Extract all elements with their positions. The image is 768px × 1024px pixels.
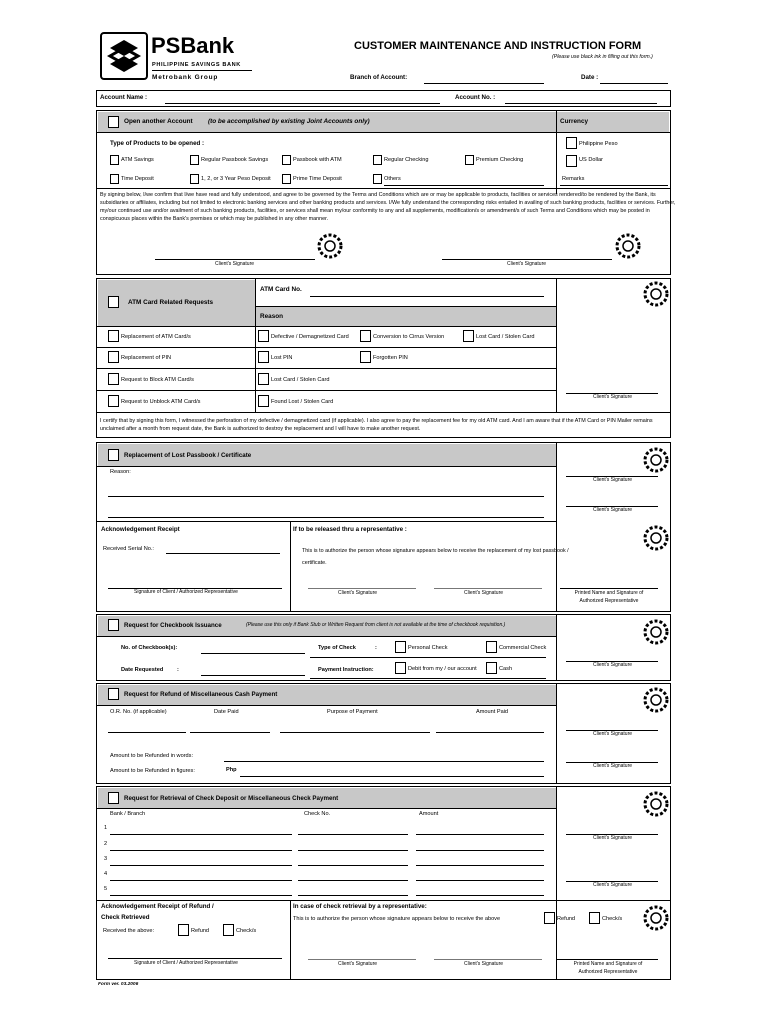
prime-time-deposit-checkbox[interactable] — [282, 174, 291, 184]
agreement-text: By signing below, I/we confirm that I/we have read and fully understood, and agree to be governed by the Terms and Conditions which are or may be applicable to products, facilities or services rendered/to be rendered by the Bank, its subsidiaries or affiliates, including but not limited to electronic banking services and other banking products and services. I/We fully understand the corresponding risks entailed in availing of such banking products, facilities or services. Further, my/our continued use and/or availment of such banking products, facilities, or services shall mean my/our conformity to any and all supplements, modification/s or amendment/s of such Terms and Conditions which may be posted in conspicuous places within the Bank's premises or which may be published in any other manner. — [100, 192, 676, 222]
reason-option: Lost Card / Stolen Card — [476, 334, 535, 340]
unblock-atm-checkbox[interactable] — [108, 395, 119, 407]
year-peso-deposit-checkbox[interactable] — [190, 174, 199, 184]
forgotten-pin-checkbox[interactable] — [360, 351, 371, 363]
ack-title: Acknowledgement Receipt of Refund / — [101, 903, 214, 910]
signature-caption: Client's Signature — [338, 961, 378, 967]
check-type-option: Personal Check — [408, 645, 448, 651]
account-no-label: Account No. : — [455, 94, 496, 101]
open-account-note: (to be accomplished by existing Joint Accounts only) — [208, 118, 370, 125]
bank-field[interactable] — [110, 850, 292, 851]
time-deposit-checkbox[interactable] — [110, 174, 119, 184]
block-atm-checkbox[interactable] — [108, 373, 119, 385]
checkbook-title: Request for Checkbook Issuance — [124, 622, 222, 629]
product-label: Premium Checking — [476, 157, 524, 163]
check-no-field[interactable] — [298, 850, 408, 851]
rep-title: If to be released thru a representative : — [293, 526, 407, 533]
signature-verified-stamp-icon — [642, 446, 670, 474]
signature-caption: Client's Signature — [507, 261, 547, 267]
reason-line[interactable] — [108, 496, 544, 497]
signature-line[interactable] — [155, 259, 315, 260]
remarks-label: Remarks — [562, 176, 585, 182]
signature-caption: Signature of Client / Authorized Representative — [134, 589, 238, 595]
amount-paid-label: Amount Paid — [476, 709, 509, 715]
row-number: 4 — [104, 871, 108, 877]
others-field[interactable] — [384, 185, 544, 186]
signature-verified-stamp-icon — [642, 790, 670, 818]
refund-words-label: Amount to be Refunded in words: — [110, 753, 194, 759]
purpose-field[interactable] — [280, 732, 430, 733]
signature-line[interactable] — [434, 959, 542, 960]
printed-name-caption: Printed Name and Signature of Authorized Representative — [573, 961, 643, 975]
row-number: 2 — [104, 841, 108, 847]
received-serial-field[interactable] — [166, 553, 280, 554]
refund-title: Request for Refund of Miscellaneous Cash Payment — [124, 691, 278, 698]
personal-check-checkbox[interactable] — [395, 641, 406, 653]
logo — [100, 32, 148, 80]
philippine-peso-checkbox[interactable] — [566, 137, 577, 149]
refund-figures-label: Amount to be Refunded in figures: — [110, 768, 195, 774]
rep-option: Check/s — [602, 916, 623, 922]
product-label: Regular Passbook Savings — [201, 157, 269, 163]
product-label: Others — [384, 176, 401, 182]
currency-option: Philippine Peso — [579, 141, 618, 147]
currency-label: Currency — [560, 118, 589, 125]
amount-paid-field[interactable] — [436, 732, 544, 733]
atm-request-label: Replacement of PIN — [121, 355, 172, 361]
signature-caption: Client's Signature — [464, 590, 504, 596]
php-label: Php — [226, 767, 237, 773]
check-no-field[interactable] — [298, 895, 408, 896]
branch-field[interactable] — [424, 83, 544, 84]
retrieval-checkbox[interactable] — [108, 792, 119, 804]
signature-verified-stamp-icon — [642, 280, 670, 308]
open-account-title: Open another Account — [124, 118, 193, 125]
rep-option: Refund — [557, 916, 576, 922]
bank-field[interactable] — [110, 834, 292, 835]
date-paid-label: Date Paid — [214, 709, 239, 715]
product-label: ATM Savings — [121, 157, 154, 163]
signature-verified-stamp-icon — [614, 232, 642, 260]
signature-verified-stamp-icon — [642, 524, 670, 552]
atm-requests-checkbox[interactable] — [108, 296, 119, 308]
group-name: Metrobank Group — [152, 74, 219, 81]
signature-verified-stamp-icon — [316, 232, 344, 260]
bank-field[interactable] — [110, 880, 292, 881]
or-no-field[interactable] — [108, 732, 186, 733]
purpose-label: Purpose of Payment — [327, 709, 378, 715]
date-requested-field[interactable] — [201, 675, 305, 676]
atm-card-no-label: ATM Card No. — [260, 286, 302, 293]
signature-caption: Client's Signature — [593, 394, 633, 400]
atm-savings-checkbox[interactable] — [110, 155, 119, 165]
replace-pin-checkbox[interactable] — [108, 351, 119, 363]
form-title: CUSTOMER MAINTENANCE AND INSTRUCTION FORM — [354, 40, 642, 52]
lost-stolen-card-checkbox[interactable] — [463, 330, 474, 342]
retrieval-title: Request for Retrieval of Check Deposit or Miscellaneous Check Payment — [124, 795, 339, 802]
type-check-label: Type of Check — [318, 645, 356, 651]
passbook-atm-checkbox[interactable] — [282, 155, 291, 165]
ack-title: Check Retrieved — [101, 914, 150, 921]
signature-line[interactable] — [434, 588, 542, 589]
us-dollar-checkbox[interactable] — [566, 155, 577, 167]
check-no-field[interactable] — [298, 865, 408, 866]
signature-verified-stamp-icon — [642, 618, 670, 646]
signature-line[interactable] — [108, 958, 282, 959]
printed-name-caption: Printed Name and Signature of Authorized Representative — [574, 590, 644, 604]
commercial-check-checkbox[interactable] — [486, 641, 497, 653]
reason-option: Conversion to Cirrus Version — [373, 334, 445, 340]
amount-field[interactable] — [416, 865, 544, 866]
signature-caption: Client's Signature — [593, 835, 633, 841]
branch-label: Branch of Account: — [350, 74, 408, 81]
check-no-field[interactable] — [298, 834, 408, 835]
reason-label: Reason — [260, 313, 284, 320]
refund-received-checkbox[interactable] — [178, 924, 189, 936]
date-field[interactable] — [600, 83, 668, 84]
check-type-option: Commercial Check — [499, 645, 547, 651]
signature-caption: Client's Signature — [593, 662, 633, 668]
date-requested-colon: : — [177, 667, 179, 673]
payment-option: Cash — [499, 666, 513, 672]
reason-option: Defective / Demagnetized Card — [271, 334, 349, 340]
defective-card-checkbox[interactable] — [258, 330, 269, 342]
refund-checkbox[interactable] — [108, 688, 119, 700]
received-option: Check/s — [236, 928, 257, 934]
received-above-label: Received the above: — [103, 928, 154, 934]
retrieval-section — [96, 786, 671, 980]
rep-text: This is to authorize the person whose signature appears below to receive the replacement of my lost passbook / certificate. — [302, 548, 569, 566]
signature-verified-stamp-icon — [642, 686, 670, 714]
rep-refund-checkbox[interactable] — [544, 912, 555, 924]
atm-card-no-field[interactable] — [310, 296, 544, 297]
psbank-logo-icon — [102, 34, 146, 78]
product-label: Time Deposit — [121, 176, 154, 182]
atm-request-label: Replacement of ATM Card/s — [121, 334, 191, 340]
form-version: Form ver. 03.2006 — [98, 982, 139, 987]
rep-checks-checkbox[interactable] — [589, 912, 600, 924]
cash-checkbox[interactable] — [486, 662, 497, 674]
others-checkbox[interactable] — [373, 174, 382, 184]
signature-caption: Client's Signature — [338, 590, 378, 596]
signature-caption: Client's Signature — [593, 507, 633, 513]
product-label: Regular Checking — [384, 157, 429, 163]
reason-option: Lost PIN — [271, 355, 293, 361]
atm-request-label: Request to Unblock ATM Card/s — [121, 399, 201, 405]
rep-text: This is to authorize the person whose signature appears below to receive the above — [293, 916, 501, 922]
amount-label: Amount — [419, 811, 439, 817]
reason-label: Reason: — [110, 469, 131, 475]
received-serial-label: Received Serial No.: — [103, 546, 154, 552]
amount-field[interactable] — [416, 880, 544, 881]
refund-words-field[interactable] — [224, 761, 544, 762]
type-check-colon: : — [375, 645, 377, 651]
signature-caption: Client's Signature — [593, 763, 633, 769]
received-option: Refund — [191, 928, 210, 934]
found-lost-card-checkbox[interactable] — [258, 395, 269, 407]
checkbook-note: (Please use this only if Bank Stub or Written Request from client is not available at the time of checkbook requisition.) — [246, 622, 506, 628]
check-no-label: Check No. — [304, 811, 331, 817]
product-label: Prime Time Deposit — [293, 176, 342, 182]
no-checkbooks-label: No. of Checkbook(s): — [121, 645, 178, 651]
reason-option: Lost Card / Stolen Card — [271, 377, 330, 383]
amount-field[interactable] — [416, 895, 544, 896]
replace-atm-card-checkbox[interactable] — [108, 330, 119, 342]
bank-field[interactable] — [110, 865, 292, 866]
passbook-title: Replacement of Lost Passbook / Certificate — [124, 452, 252, 459]
atm-request-label: Request to Block ATM Card/s — [121, 377, 194, 383]
rep-title: In case of check retrieval by a representative: — [293, 903, 427, 910]
date-paid-field[interactable] — [190, 732, 270, 733]
signature-caption: Client's Signature — [593, 477, 633, 483]
date-label: Date : — [581, 74, 599, 81]
row-number: 5 — [104, 886, 108, 892]
ack-title: Acknowledgement Receipt — [101, 526, 180, 533]
account-name-field[interactable] — [165, 103, 440, 104]
check-no-field[interactable] — [298, 880, 408, 881]
lost-pin-checkbox[interactable] — [258, 351, 269, 363]
bank-branch-label: Bank / Branch — [110, 811, 146, 817]
or-no-label: O.R. No. (if applicable) — [110, 709, 167, 715]
product-label: 1, 2, or 3 Year Peso Deposit — [201, 176, 271, 182]
signature-caption: Client's Signature — [593, 882, 633, 888]
lost-stolen-card-block-checkbox[interactable] — [258, 373, 269, 385]
signature-line[interactable] — [442, 259, 612, 260]
refund-figures-field[interactable] — [240, 776, 544, 777]
amount-field[interactable] — [416, 850, 544, 851]
signature-caption: Signature of Client / Authorized Representative — [134, 960, 238, 966]
payment-instruction-label: Payment Instruction: — [318, 667, 374, 673]
form-subtitle: (Please use black ink in filling out this form.) — [552, 54, 653, 60]
row-number: 1 — [104, 825, 108, 831]
account-no-field[interactable] — [505, 103, 657, 104]
logo-subtitle: PHILIPPINE SAVINGS BANK — [152, 62, 241, 68]
signature-line[interactable] — [308, 959, 416, 960]
account-row — [96, 90, 671, 107]
cirrus-conversion-checkbox[interactable] — [360, 330, 371, 342]
checkbook-checkbox[interactable] — [108, 619, 119, 631]
reason-line[interactable] — [108, 517, 544, 518]
atm-certify-text: I certify that by signing this form, I witnessed the perforation of my defective / demagnetized card (if applicable). I also agree to pay the replacement fee for my old ATM card. And I am aware that if the ATM Card or PIN Mailer remains unclaimed after a month from request date, the Bank is authorized to destroy the replacement and I will have to make another request. — [100, 418, 653, 432]
premium-checking-checkbox[interactable] — [465, 155, 474, 165]
signature-caption: Client's Signature — [215, 261, 255, 267]
signature-caption: Client's Signature — [464, 961, 504, 967]
regular-passbook-checkbox[interactable] — [190, 155, 199, 165]
checks-received-checkbox[interactable] — [223, 924, 234, 936]
row-number: 3 — [104, 856, 108, 862]
currency-option: US Dollar — [579, 157, 603, 163]
no-checkbooks-field[interactable] — [201, 653, 305, 654]
bank-field[interactable] — [110, 895, 292, 896]
logo-text: PSBank — [151, 33, 235, 58]
date-requested-label: Date Requested — [121, 667, 164, 673]
remarks-field[interactable] — [560, 185, 668, 186]
payment-option: Debit from my / our account — [408, 666, 477, 672]
passbook-checkbox[interactable] — [108, 449, 119, 461]
signature-line[interactable] — [308, 588, 416, 589]
debit-account-checkbox[interactable] — [395, 662, 406, 674]
account-name-label: Account Name : — [100, 94, 148, 101]
product-label: Passbook with ATM — [293, 157, 342, 163]
signature-verified-stamp-icon — [642, 904, 670, 932]
products-label: Type of Products to be opened : — [110, 140, 205, 147]
atm-title: ATM Card Related Requests — [128, 299, 214, 306]
signature-caption: Client's Signature — [593, 731, 633, 737]
reason-option: Forgotten PIN — [373, 355, 408, 361]
regular-checking-checkbox[interactable] — [373, 155, 382, 165]
reason-option: Found Lost / Stolen Card — [271, 399, 334, 405]
open-account-checkbox[interactable] — [108, 116, 119, 128]
amount-field[interactable] — [416, 834, 544, 835]
